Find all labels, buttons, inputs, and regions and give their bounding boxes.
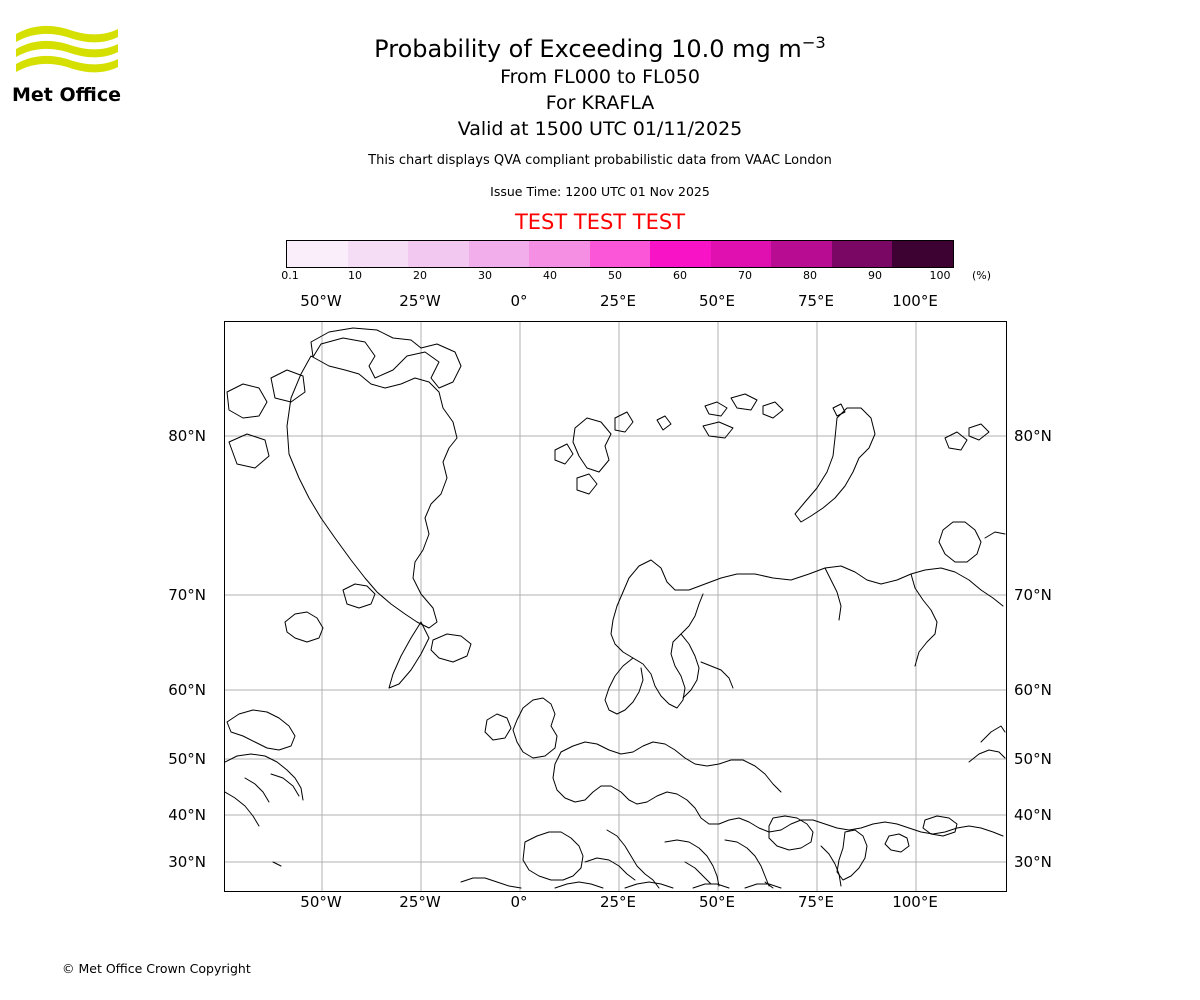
colorbar-tick: 20 (413, 269, 427, 282)
colorbar (286, 240, 954, 268)
lon-label-bottom: 75°E (797, 893, 835, 911)
colorbar-swatch (771, 241, 832, 267)
lon-label-top: 25°E (599, 292, 637, 310)
lat-label-left: 80°N (168, 427, 206, 445)
graticule (225, 322, 1006, 891)
lat-label-right: 40°N (1014, 806, 1052, 824)
lon-label-top: 100°E (892, 292, 938, 310)
colorbar-swatch (832, 241, 893, 267)
colorbar-tick: 40 (543, 269, 557, 282)
lat-label-right: 60°N (1014, 681, 1052, 699)
page-title-text: Probability of Exceeding 10.0 mg m (374, 35, 802, 63)
lon-label-top: 25°W (399, 292, 441, 310)
colorbar-ticks (281, 269, 954, 287)
colorbar-swatch (892, 241, 953, 267)
colorbar-swatch (408, 241, 469, 267)
chart-title-block (0, 0, 1200, 235)
met-office-wordmark: Met Office (12, 84, 121, 106)
lat-label-left: 50°N (168, 750, 206, 768)
flight-level-range: From FL000 to FL050 (500, 66, 700, 88)
lon-label-bottom: 50°W (300, 893, 342, 911)
test-banner: TEST TEST TEST (514, 210, 686, 234)
lon-label-bottom: 25°W (399, 893, 441, 911)
colorbar-tick: 100 (929, 269, 951, 282)
coastlines (225, 328, 1005, 888)
map-svg (225, 322, 1006, 891)
compliance-note: This chart displays QVA compliant probabilistic data from VAAC London (368, 153, 832, 168)
lat-label-right: 70°N (1014, 586, 1052, 604)
lat-label-right: 80°N (1014, 427, 1052, 445)
colorbar-tick: 50 (608, 269, 622, 282)
copyright-notice: © Met Office Crown Copyright (62, 961, 251, 976)
lon-label-top: 50°E (698, 292, 736, 310)
lon-label-bottom: 50°E (698, 893, 736, 911)
lat-label-right: 30°N (1014, 853, 1052, 871)
lat-label-left: 40°N (168, 806, 206, 824)
lat-label-left: 60°N (168, 681, 206, 699)
colorbar-tick: 10 (348, 269, 362, 282)
colorbar-tick: 80 (803, 269, 817, 282)
lat-label-left: 70°N (168, 586, 206, 604)
colorbar-swatch (590, 241, 651, 267)
colorbar-swatch (650, 241, 711, 267)
volcano-name: For KRAFLA (545, 92, 655, 114)
lat-label-left: 30°N (168, 853, 206, 871)
issue-time: Issue Time: 1200 UTC 01 Nov 2025 (490, 184, 710, 199)
colorbar-swatch (469, 241, 530, 267)
colorbar-tick: 30 (478, 269, 492, 282)
colorbar-swatch (529, 241, 590, 267)
colorbar-tick: 0.1 (281, 269, 299, 282)
colorbar-unit: (%) (972, 269, 992, 282)
page-title-exponent: −3 (801, 33, 826, 52)
colorbar-tick: 70 (738, 269, 752, 282)
page-title (0, 28, 1200, 64)
lat-label-right: 50°N (1014, 750, 1052, 768)
colorbar-gradient (286, 240, 954, 268)
colorbar-tick: 60 (673, 269, 687, 282)
lon-label-bottom: 25°E (599, 893, 637, 911)
lon-label-top: 0° (510, 292, 528, 310)
colorbar-swatch (348, 241, 409, 267)
lon-label-top: 75°E (797, 292, 835, 310)
lon-label-top: 50°W (300, 292, 342, 310)
colorbar-swatch (711, 241, 772, 267)
valid-time: Valid at 1500 UTC 01/11/2025 (457, 118, 743, 140)
map-canvas[interactable] (224, 321, 1007, 892)
colorbar-swatch (287, 241, 348, 267)
colorbar-tick: 90 (868, 269, 882, 282)
lon-label-bottom: 0° (510, 893, 528, 911)
lon-label-bottom: 100°E (892, 893, 938, 911)
